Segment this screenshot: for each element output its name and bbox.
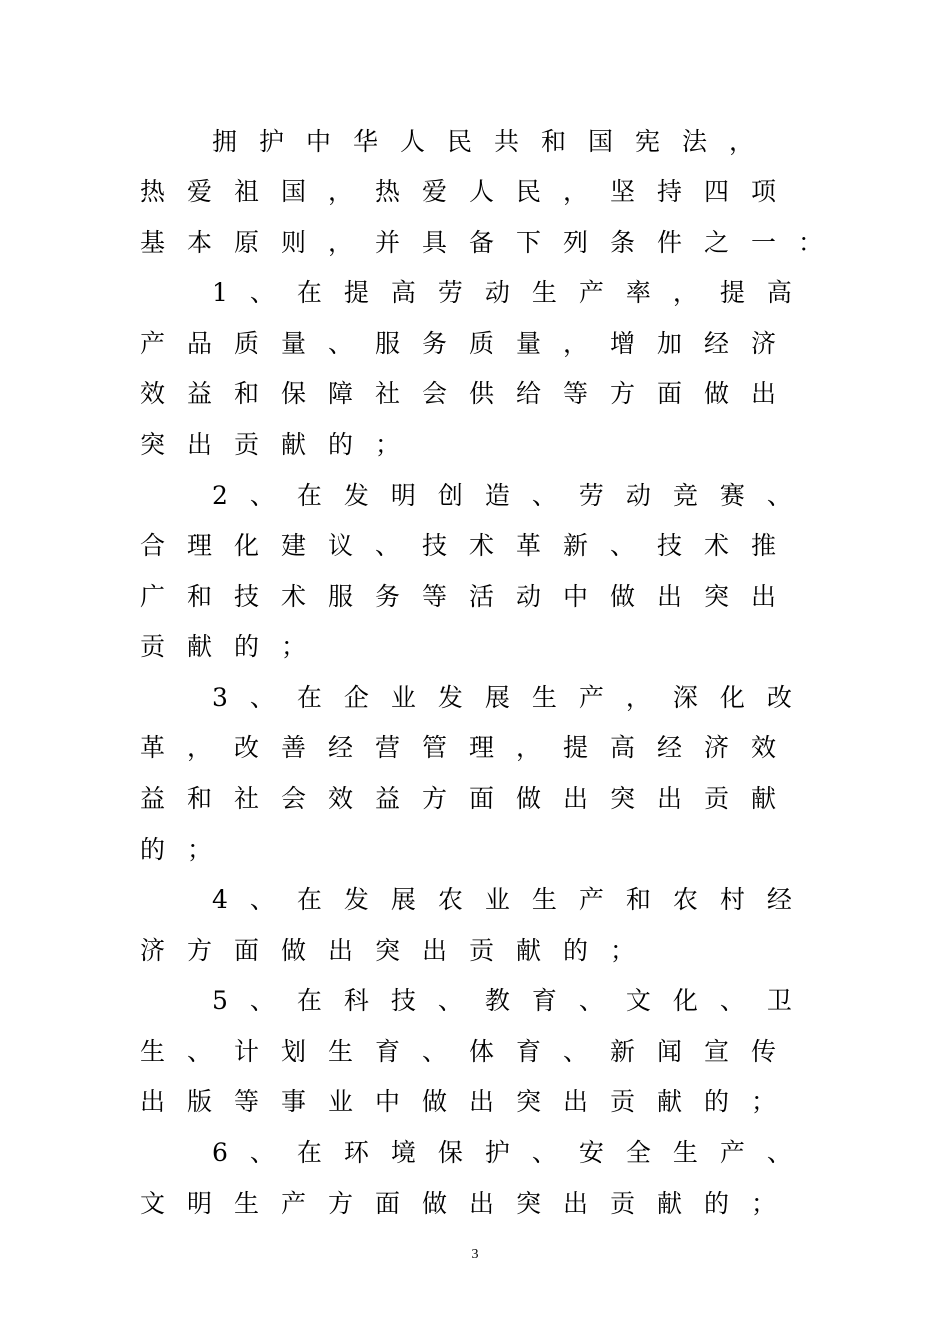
text-line: 产品质量、服务质量，增加经济 xyxy=(140,329,799,358)
text-line: 突出贡献的； xyxy=(140,430,423,459)
text-line: 5、在科技、教育、文化、卫 xyxy=(212,986,814,1015)
text-line: 热爱祖国，热爱人民，坚持四项 xyxy=(140,177,799,206)
text-line: 6、在环境保护、安全生产、 xyxy=(212,1138,814,1167)
text-line: 生、计划生育、体育、新闻宣传 xyxy=(140,1037,799,1066)
text-line: 合理化建议、技术革新、技术推 xyxy=(140,531,799,560)
text-line: 2、在发明创造、劳动竞赛、 xyxy=(212,481,814,510)
page-number: 3 xyxy=(471,1247,479,1262)
text-line: 的； xyxy=(140,835,235,864)
text-line: 出版等事业中做出突出贡献的； xyxy=(140,1087,799,1116)
text-line: 益和社会效益方面做出突出贡献 xyxy=(140,784,799,813)
text-line: 文明生产方面做出突出贡献的； xyxy=(140,1189,799,1218)
text-line: 效益和保障社会供给等方面做出 xyxy=(140,379,799,408)
text-line: 革，改善经营管理，提高经济效 xyxy=(140,733,799,762)
text-line: 3、在企业发展生产，深化改 xyxy=(212,683,814,712)
text-line: 1、在提高劳动生产率，提高 xyxy=(212,278,814,307)
text-line: 广和技术服务等活动中做出突出 xyxy=(140,582,799,611)
text-line: 拥护中华人民共和国宪法， xyxy=(212,127,777,156)
text-line: 济方面做出突出贡献的； xyxy=(140,936,658,965)
text-line: 基本原则，并具备下列条件之一： xyxy=(140,228,846,257)
text-line: 贡献的； xyxy=(140,632,329,661)
text-line: 4、在发展农业生产和农村经 xyxy=(212,885,814,914)
